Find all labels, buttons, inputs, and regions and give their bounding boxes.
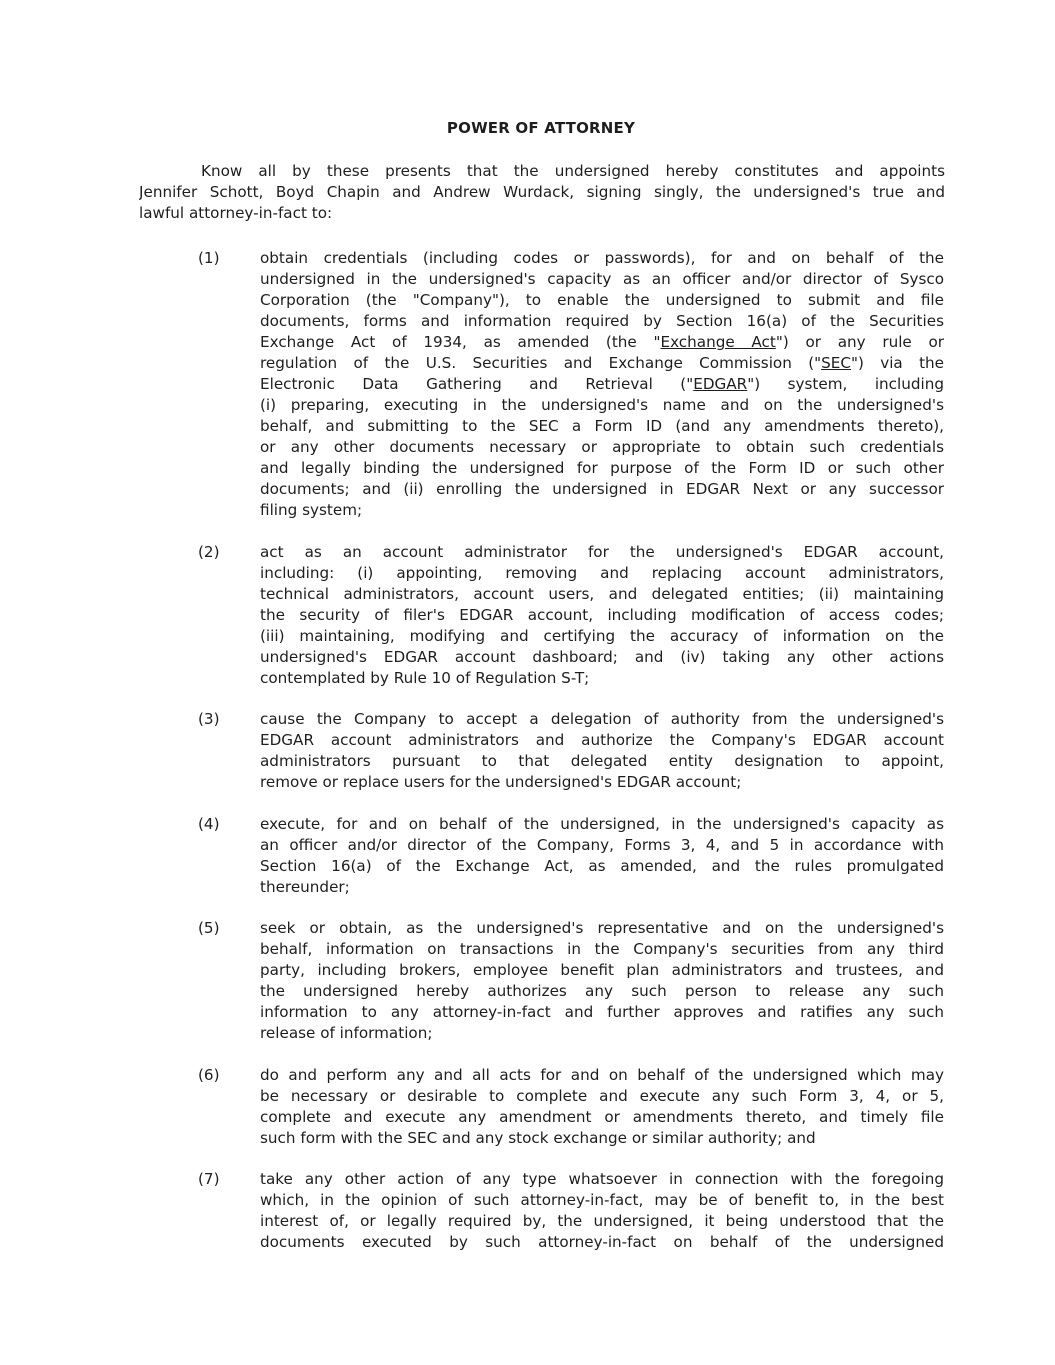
- text-segment: Exchange Act of 1934, as amended (the ": [260, 333, 661, 351]
- text-segment: regulation of the U.S. Securities and Exchange Commission (": [260, 354, 822, 372]
- text-line: the undersigned hereby authorizes any such person to release any such: [260, 982, 944, 1000]
- text-line: such form with the SEC and any stock exchange or similar authority; and: [260, 1128, 816, 1147]
- text-segment: ") via the: [850, 354, 944, 372]
- item-text: [260, 542, 944, 689]
- item-number: (5): [198, 919, 220, 937]
- text-line: execute, for and on behalf of the undersigned, in the undersigned's capacity as: [260, 814, 944, 833]
- text-line: including: (i) appointing, removing and replacing account administrators,: [260, 563, 944, 582]
- document-title: POWER OF ATTORNEY: [446, 119, 636, 137]
- text-line: or any other documents necessary or appropriate to obtain such credentials: [260, 438, 944, 456]
- text-line: contemplated by Rule 10 of Regulation S-T;: [260, 668, 590, 687]
- item-number: (4): [198, 814, 220, 833]
- text-segment: Electronic Data Gathering and Retrieval (": [260, 375, 694, 393]
- text-line: act as an account administrator for the undersigned's EDGAR account,: [260, 542, 944, 561]
- text-line: technical administrators, account users, and delegated entities; (ii) maintaining: [260, 584, 944, 603]
- item-number: (7): [198, 1170, 220, 1188]
- text-line: information to any attorney-in-fact and further approves and ratifies any such: [260, 1003, 944, 1021]
- item-text: [260, 709, 944, 793]
- intro-paragraph: [139, 161, 945, 224]
- text-line: remove or replace users for the undersigned's EDGAR account;: [260, 773, 742, 791]
- text-line: behalf, information on transactions in the Company's securities from any third: [260, 940, 944, 958]
- text-line: Corporation (the "Company"), to enable the undersigned to submit and file: [260, 291, 944, 309]
- text-line: filing system;: [260, 501, 363, 519]
- text-line: undersigned's EDGAR account dashboard; and (iv) taking any other actions: [260, 647, 944, 666]
- text-line: which, in the opinion of such attorney-in-fact, may be of benefit to, in the best: [260, 1191, 944, 1209]
- text-line: thereunder;: [260, 877, 350, 896]
- text-line: documents; and (ii) enrolling the undersigned in EDGAR Next or any successor: [260, 480, 944, 498]
- text-line: interest of, or legally required by, the undersigned, it being understood that the: [260, 1212, 944, 1230]
- text-line: seek or obtain, as the undersigned's representative and on the undersigned's: [260, 919, 944, 937]
- text-line: undersigned in the undersigned's capacity as an officer and/or director of Sysco: [260, 270, 944, 288]
- text-line: be necessary or desirable to complete and execute any such Form 3, 4, or 5,: [260, 1086, 944, 1105]
- item-text: [260, 248, 944, 521]
- text-line: (iii) maintaining, modifying and certifying the accuracy of information on the: [260, 626, 944, 645]
- defined-term: EDGAR: [693, 375, 748, 393]
- text-line: cause the Company to accept a delegation of authority from the undersigned's: [260, 710, 944, 728]
- item-text: [260, 1065, 944, 1149]
- text-line: Know all by these presents that the undersigned hereby constitutes and appoints: [201, 162, 945, 180]
- text-line: the security of filer's EDGAR account, including modification of access codes;: [260, 605, 944, 624]
- item-number: (3): [198, 710, 220, 728]
- text-line: [260, 332, 944, 353]
- text-line: obtain credentials (including codes or passwords), for and on behalf of the: [260, 249, 944, 267]
- defined-term: Exchange Act: [660, 333, 776, 351]
- text-line: do and perform any and all acts for and on behalf of the undersigned which may: [260, 1065, 944, 1084]
- item-text: [260, 918, 944, 1044]
- text-line: Section 16(a) of the Exchange Act, as amended, and the rules promulgated: [260, 856, 944, 875]
- text-line: party, including brokers, employee benefit plan administrators and trustees, and: [260, 961, 944, 979]
- item-number: (1): [198, 249, 220, 267]
- text-line: an officer and/or director of the Company, Forms 3, 4, and 5 in accordance with: [260, 835, 944, 854]
- text-line: documents, forms and information required by Section 16(a) of the Securities: [260, 312, 944, 330]
- text-line: Jennifer Schott, Boyd Chapin and Andrew Wurdack, signing singly, the undersigned's true and: [139, 183, 945, 201]
- text-line: documents executed by such attorney-in-fact on behalf of the undersigned: [260, 1233, 944, 1251]
- text-line: administrators pursuant to that delegated entity designation to appoint,: [260, 752, 944, 770]
- text-segment: ") system, including: [747, 375, 944, 393]
- text-line: (i) preparing, executing in the undersigned's name and on the undersigned's: [260, 396, 944, 414]
- item-text: [260, 814, 944, 898]
- text-line: take any other action of any type whatsoever in connection with the foregoing: [260, 1170, 944, 1188]
- text-line: [260, 353, 944, 374]
- text-line: lawful attorney-in-fact to:: [139, 204, 333, 222]
- defined-term: SEC: [821, 354, 851, 372]
- text-line: [260, 374, 944, 395]
- text-segment: ") or any rule or: [775, 333, 944, 351]
- text-line: complete and execute any amendment or amendments thereto, and timely file: [260, 1107, 944, 1126]
- text-line: behalf, and submitting to the SEC a Form ID (and any amendments thereto),: [260, 417, 944, 435]
- text-line: release of information;: [260, 1024, 433, 1042]
- item-number: (6): [198, 1065, 220, 1084]
- item-text: [260, 1169, 944, 1253]
- text-line: and legally binding the undersigned for purpose of the Form ID or such other: [260, 459, 944, 477]
- item-number: (2): [198, 542, 220, 561]
- text-line: EDGAR account administrators and authorize the Company's EDGAR account: [260, 731, 944, 749]
